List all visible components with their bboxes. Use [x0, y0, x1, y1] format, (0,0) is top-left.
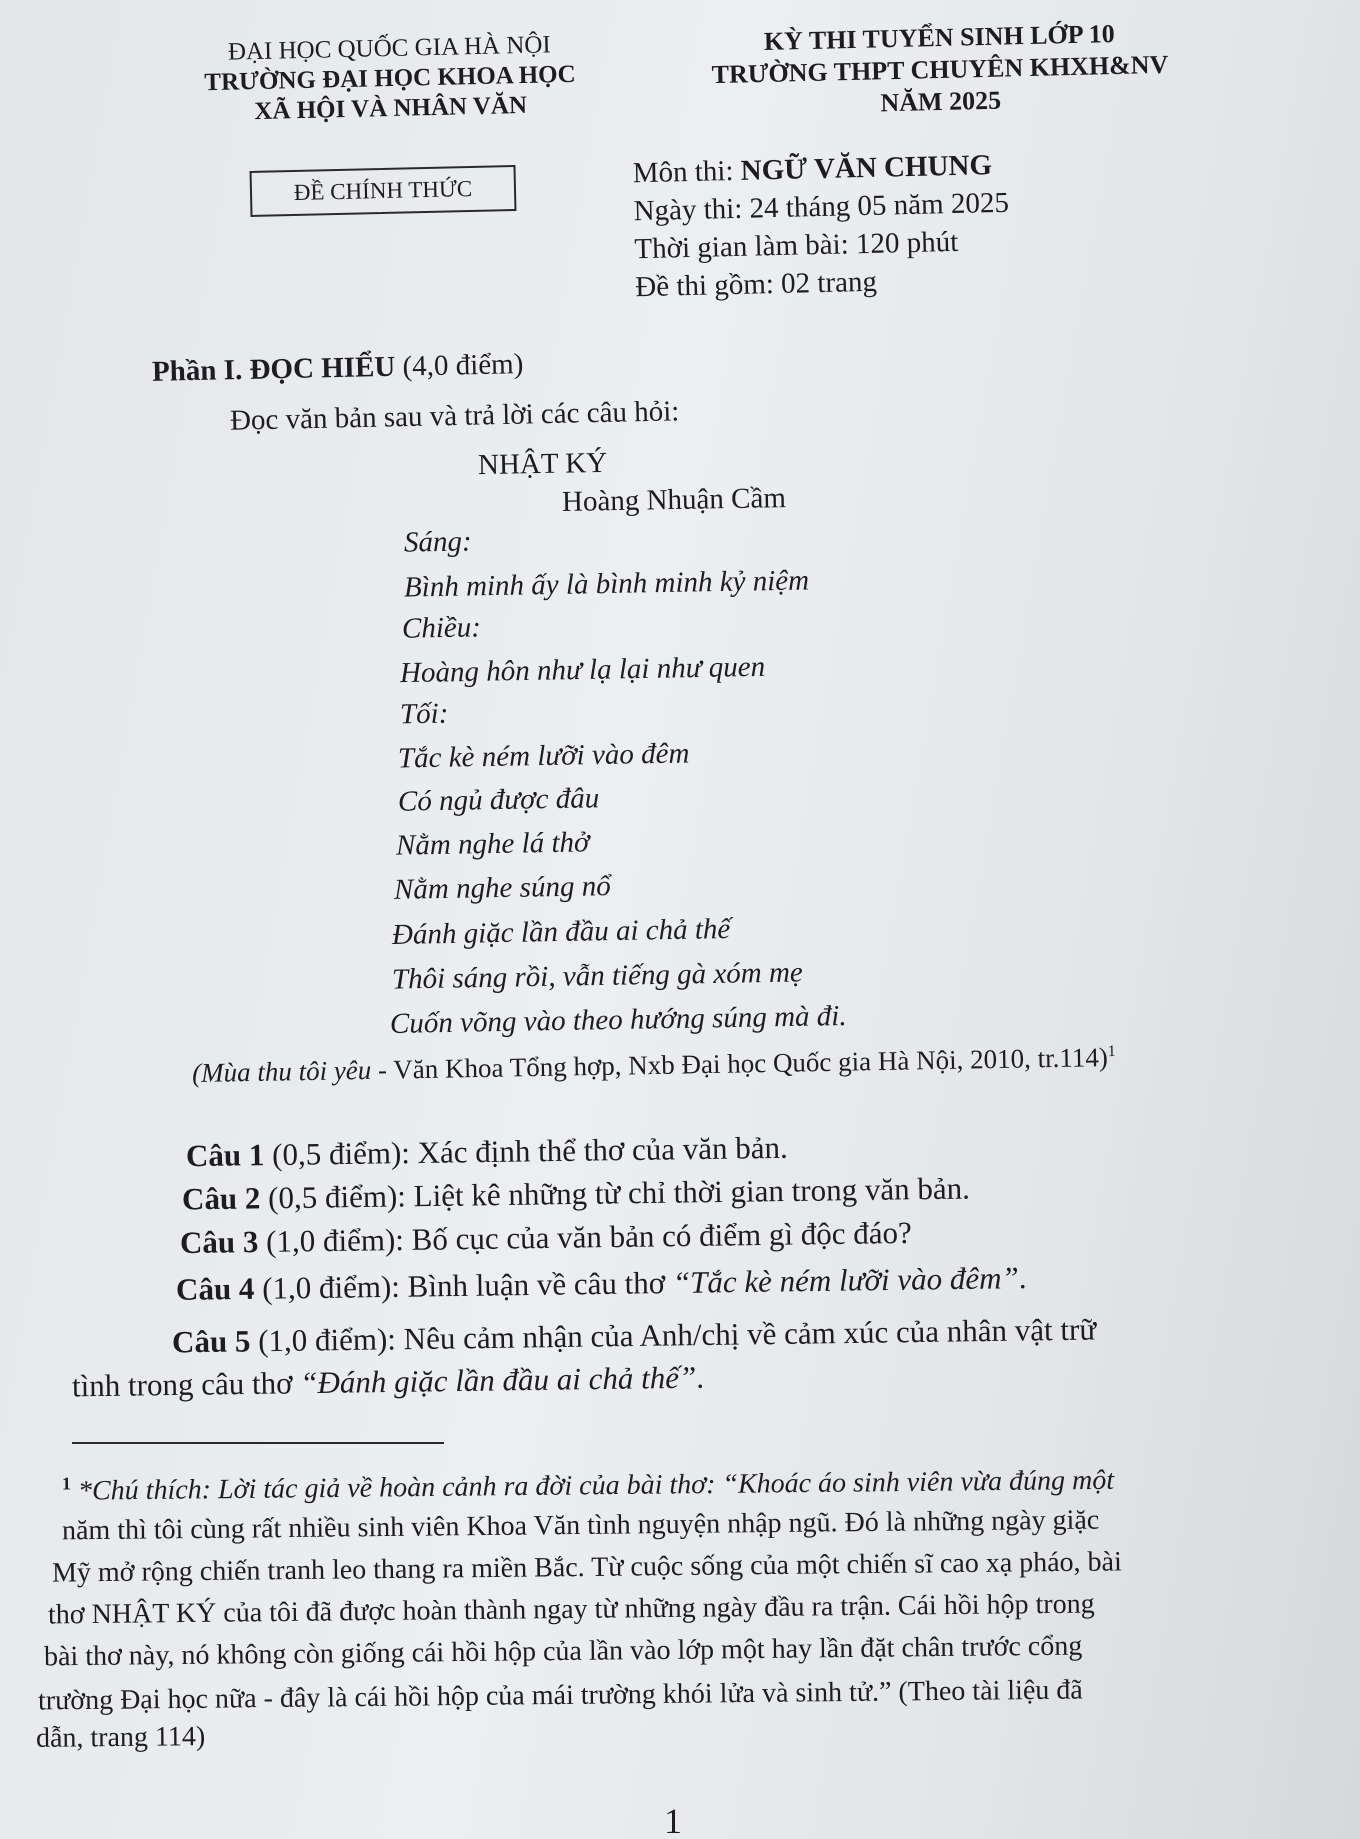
question-2 [182, 1171, 970, 1218]
school-name-line2: XÃ HỘI VÀ NHÂN VĂN [254, 91, 528, 126]
footnote-line: bài thơ này, nó không còn giống cái hồi hộp của lần vào lớp một hay lần đặt chân trước cổng [43, 1630, 1083, 1673]
question-label: Câu 2 [181, 1180, 261, 1217]
exam-duration: Thời gian làm bài: 120 phút [634, 225, 959, 266]
poem-line: Nằm nghe lá thở [395, 826, 590, 862]
exam-year: NĂM 2025 [880, 85, 1002, 118]
question-4 [176, 1260, 1027, 1308]
exam-header [659, 16, 1221, 125]
poem-line: Tắc kè ném lưỡi vào đêm [397, 737, 690, 775]
question-end: . [1018, 1260, 1027, 1296]
poem-line: Sáng: [403, 525, 472, 559]
source-details: - Văn Khoa Tổng hợp, Nxb Đại học Quốc gia Hà Nội, 2010, tr.114) [370, 1042, 1109, 1085]
exam-school: TRƯỜNG THPT CHUYÊN KHXH&NV [711, 49, 1169, 90]
question-points: (0,5 điểm): [264, 1134, 418, 1173]
poem-line: Tối: [399, 697, 449, 731]
question-5 [172, 1312, 1097, 1361]
footnote-text: *Chú thích: Lời tác giả về hoàn cảnh ra đời của bài thơ: “Khoác áo sinh viên vừa đúng một [70, 1464, 1115, 1507]
question-label: Câu 1 [185, 1137, 265, 1174]
poem-line: Cuốn võng vào theo hướng súng mà đi. [389, 1000, 847, 1040]
question-1 [186, 1130, 788, 1174]
footnote-line: trường Đại học nữa - đây là cái hồi hộp của mái trường khói lửa và sinh tử.” (Theo tài liệu đã [37, 1674, 1083, 1717]
question-3 [180, 1215, 912, 1261]
section-points: (4,0 điểm) [394, 348, 524, 383]
poem-author: Hoàng Nhuận Cầm [561, 482, 787, 518]
poem-line: Đánh giặc lần đầu ai chả thế [391, 913, 731, 951]
question-label: Câu 3 [179, 1224, 259, 1261]
question-quote: “Tắc kè ném lưỡi vào đêm” [672, 1260, 1020, 1300]
official-exam-label: ĐỀ CHÍNH THỨC [250, 165, 517, 217]
question-points: (0,5 điểm): [260, 1178, 414, 1216]
footnote-first-line [62, 1462, 1114, 1507]
footnote-line: năm thì tôi cùng rất nhiều sinh viên Khoa Văn tình nguyện nhập ngũ. Đó là những ngày giặc [61, 1504, 1100, 1547]
exam-date: Ngày thi: 24 tháng 05 năm 2025 [633, 186, 1010, 228]
question-points: (1,0 điểm): [258, 1221, 412, 1260]
question-quote: “Đánh giặc lần đầu ai chả thế” [299, 1359, 697, 1401]
source-book-title: Mùa thu tôi yêu [200, 1054, 372, 1088]
exam-page-count: Đề thi gồm: 02 trang [634, 265, 878, 304]
question-text: Nêu cảm nhận của Anh/chị về cảm xúc của nhân vật trữ [403, 1311, 1097, 1357]
section-instruction: Đọc văn bản sau và trả lời các câu hỏi: [229, 395, 680, 437]
question-label: Câu 4 [175, 1270, 255, 1307]
institution-header [169, 29, 611, 129]
question-points: (1,0 điểm): [250, 1321, 404, 1359]
question-end: . [696, 1359, 705, 1395]
question-text: Bình luận về câu thơ [407, 1265, 674, 1304]
footnote-line: Mỹ mở rộng chiến tranh leo thang ra miền Bắc. Từ cuộc sống của một chiến sĩ cao xạ pháo, bài [51, 1546, 1122, 1589]
page-number: 1 [664, 1801, 682, 1839]
poem-line: Chiều: [401, 611, 482, 645]
subject-value: NGỮ VĂN CHUNG [740, 149, 993, 187]
exam-info [632, 146, 1011, 306]
question-text-cont: tình trong câu thơ [71, 1365, 301, 1404]
poem-line: Thôi sáng rồi, vẫn tiếng gà xóm mẹ [391, 956, 804, 996]
question-points: (1,0 điểm): [254, 1268, 408, 1306]
school-name-line1: TRƯỜNG ĐẠI HỌC KHOA HỌC [204, 60, 576, 97]
poem-title: NHẬT KÝ [477, 446, 608, 482]
question-label: Câu 5 [171, 1323, 251, 1360]
question-text: Xác định thể thơ của văn bản. [417, 1129, 789, 1170]
subject-label: Môn thi: [632, 154, 742, 190]
poem-source [192, 1042, 1116, 1089]
poem-line: Có ngủ được đâu [397, 782, 600, 818]
poem-line: Hoàng hôn như lạ lại như quen [399, 650, 766, 690]
exam-name: KỲ THI TUYỂN SINH LỚP 10 [763, 19, 1115, 56]
poem-line: Nằm nghe súng nổ [393, 870, 611, 906]
section-title [152, 348, 524, 389]
university-name: ĐẠI HỌC QUỐC GIA HÀ NỘI [227, 31, 552, 66]
source-paren: ( [191, 1057, 202, 1089]
question-text: Liệt kê những từ chỉ thời gian trong văn bản. [413, 1170, 971, 1214]
footnote-reference: 1 [1107, 1042, 1116, 1061]
footnote-line: thơ NHẬT KÝ của tôi đã được hoàn thành ngay từ những ngày đầu ra trận. Cái hồi hộp trong [47, 1588, 1095, 1631]
footnote-last-line: dẫn, trang 114) [35, 1721, 206, 1754]
section-title-bold: Phần I. ĐỌC HIỂU [151, 350, 396, 388]
question-text: Bố cục của văn bản có điểm gì độc đáo? [411, 1214, 912, 1257]
poem-line: Bình minh ấy là bình minh kỷ niệm [403, 564, 810, 604]
question-5-continued [72, 1360, 704, 1405]
footnote-number: 1 [61, 1473, 72, 1494]
footnote-divider [72, 1442, 444, 1444]
